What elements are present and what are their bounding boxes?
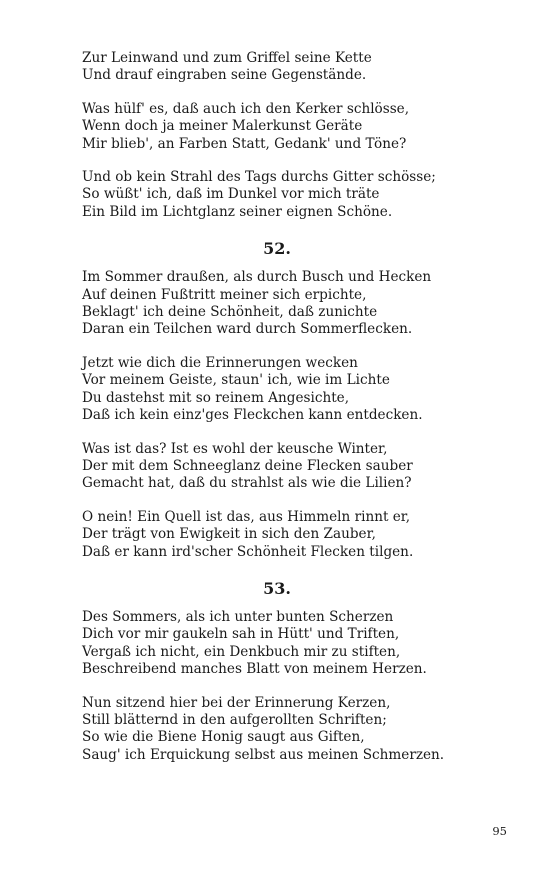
page-content xyxy=(82,50,502,780)
verse-line: Jetzt wie dich die Erinnerungen wecken xyxy=(82,354,358,371)
verse-line: Auf deinen Fußtritt meiner sich erpichte, xyxy=(82,286,367,303)
verse-line: Beklagt' ich deine Schönheit, daß zunichte xyxy=(82,304,378,321)
verse-line: Vergaß ich nicht, ein Denkbuch mir zu stiften, xyxy=(82,643,401,660)
verse-line: Was ist das? Ist es wohl der keusche Winter, xyxy=(82,440,388,457)
verse-line: Gemacht hat, daß du strahlst als wie die Lilien? xyxy=(82,475,412,492)
verse-line: Und ob kein Strahl des Tags durchs Gitter schösse; xyxy=(82,169,436,186)
stanza xyxy=(82,441,502,493)
verse-line: Saug' ich Erquickung selbst aus meinen Schmerzen. xyxy=(82,746,445,763)
verse-line: Beschreibend manches Blatt von meinem Herzen. xyxy=(82,661,427,678)
poem-number: 53. xyxy=(263,578,291,598)
verse-line: Du dastehst mit so reinem Angesichte, xyxy=(82,389,350,406)
stanza xyxy=(82,695,502,765)
verse-line: Mir blieb', an Farben Statt, Gedank' und Töne? xyxy=(82,135,407,152)
stanza xyxy=(82,50,502,85)
verse-line: Im Sommer draußen, als durch Busch und Hecken xyxy=(82,269,432,286)
verse-line: So wie die Biene Honig saugt aus Giften, xyxy=(82,729,365,746)
verse-line: Daß er kann ird'scher Schönheit Flecken tilgen. xyxy=(82,543,414,560)
stanza xyxy=(82,169,502,221)
verse-line: Ein Bild im Lichtglanz seiner eignen Schöne. xyxy=(82,203,393,220)
verse-line: Des Sommers, als ich unter bunten Scherzen xyxy=(82,608,394,625)
page-number: 95 xyxy=(492,824,507,838)
stanza xyxy=(82,609,502,679)
verse-line: Zur Leinwand und zum Griffel seine Kette xyxy=(82,50,372,66)
verse-line: Und drauf eingraben seine Gegenstände. xyxy=(82,67,367,84)
verse-line: Dich vor mir gaukeln sah in Hütt' und Triften, xyxy=(82,626,400,643)
verse-line: So wüßt' ich, daß im Dunkel vor mich träte xyxy=(82,186,380,203)
verse-line: O nein! Ein Quell ist das, aus Himmeln rinnt er, xyxy=(82,508,411,525)
stanza xyxy=(82,101,502,153)
stanza xyxy=(82,355,502,425)
verse-line: Der trägt von Ewigkeit in sich den Zauber, xyxy=(82,526,376,543)
verse-line: Daß ich kein einz'ges Fleckchen kann entdecken. xyxy=(82,407,423,424)
verse-line: Der mit dem Schneeglanz deine Flecken sauber xyxy=(82,457,413,474)
verse-line: Still blätternd in den aufgerollten Schriften; xyxy=(82,711,387,728)
verse-line: Wenn doch ja meiner Malerkunst Geräte xyxy=(82,118,363,135)
stanza xyxy=(82,509,502,561)
verse-line: Nun sitzend hier bei der Erinnerung Kerzen, xyxy=(82,694,391,711)
verse-line: Vor meinem Geiste, staun' ich, wie im Lichte xyxy=(82,372,390,389)
stanza xyxy=(82,269,502,339)
verse-line: Was hülf' es, daß auch ich den Kerker schlösse, xyxy=(82,100,410,117)
poem-number: 52. xyxy=(263,239,291,259)
verse-line: Daran ein Teilchen ward durch Sommerflecken. xyxy=(82,321,413,338)
